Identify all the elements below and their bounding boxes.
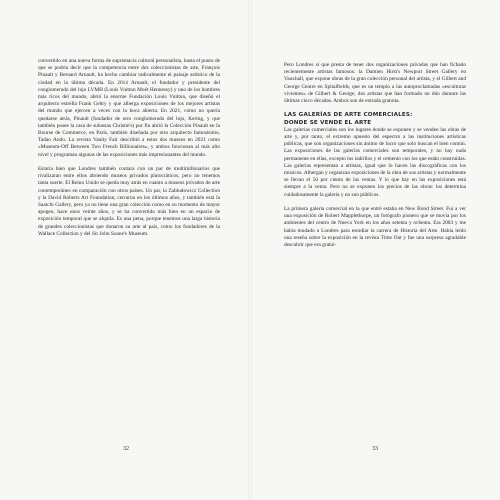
left-page-text — [38, 58, 220, 245]
left-paragraph-1: convertido en una nueva forma de supremacía cultural personalista, hasta el punto de que se podría decir que la competencia entre dos coleccionistas de arte, François Pinault y Bernard Arnault, ha hecho cambiar radicalmente el paisaje artístico de la ciudad en la última década. En 2014 Arnault, el fundador y presidente del conglomerado del lujo LVMH (Louis Vuitton Moët Hennessy) y uno de los hombres más ricos del mundo, abrió la enorme Fundación Louis Vuitton, que diseñó el arquitecto estrella Frank Gehry y que alberga exposiciones de los mejores artistas del mundo que ejercen a veces con la boca abierta. En 2021, como no quería quedarse atrás, Pinault (fundador de otro conglomerado del lujo, Kering, y que también posee la casa de subastas Christie's) por fin abrió la Colección Pinault en la Bourse de Commerce, en París, también diseñada por otro arquitecto famosísimo, Tadao Ando. La revista Vanity Fair describió a estos dos museos en 2021 como «Museum-Off Between Two French Billionaires», y ambos funcionan al más alto nivel y programan algunas de las exposiciones más impresionantes del mundo. — [38, 58, 220, 158]
right-page-text — [284, 62, 466, 256]
right-intro-paragraph: Pero Londres sí que presta de tener dos organizaciones privadas que han fichado recientemente artistas famosos: la Damien Hirst's Newport Street Gallery en Vauxhall, que expone obras de la gran colección personal del artista, y el Gilbert and George Centre en Spitalfields, que es un templo a las autoproclamadas «esculturas vivientes» de Gilbert & George, dos artistas que han formado un dúo durante las últimas cinco décadas. Ambos son de entrada gratuita. — [284, 62, 466, 105]
section-heading-line-1: LAS GALERÍAS DE ARTE COMERCIALES: — [284, 112, 413, 119]
section-heading-line-2: DONDE SE VENDE EL ARTE — [284, 119, 372, 126]
left-paragraph-2: Estaría bien que Londres también contara con un par de multimillonarios que rivalizaran entre ellos abriendo museos privados plutocráticos, pero no tenemos tanta suerte. El Reino Unido se queda muy atrás en cuanto a museos privados de arte contemporáneo en comparación con otros países. Un par, la Zabludowicz Collection y la David Roberts Art Foundation, cerraron en los últimos años, y también está la Saatchi Gallery, pero ya no tiene una gran colección como en su momento de mayor apogeo, hace unos veinte años, y se ha convertido más bien en un espacio de exposición temporal que se alquila. Es una pena, porque tenemos una larga historia de grandes coleccionistas que donaron su arte al país, como los fundadores de la Wallace Collection y del Sir John Soane's Museum. — [38, 166, 220, 237]
left-page-number: 32 — [123, 446, 129, 452]
right-paragraph-1: Las galerías comerciales son los lugares donde se exponen y se venden las obras de arte y, por tanto, el extremo opuesto del espectro a las instituciones artísticas públicas, que son organizaciones sin ánimo de lucro que solo buscan el bien común. Las exposiciones de las galerías comerciales son temporales, y no hay nada permanente en ellas, excepto los ladrillos y el cemento con los que están construidas. Las galerías representan a artistas, igual que lo hacen las discográficas con los músicos. Albergan y organizan exposiciones de la obra de sus artistas y normalmente se llevan el 50 por ciento de las ventas. Y lo que hay en las exposiciones está siempre a la venta. Pero no se exponen los precios de las obras: los determina cuidadosamente la galería y no son públicos. — [284, 126, 466, 198]
right-paragraph-2: La primera galería comercial en la que entré estaba en New Bond Street. Fui a ver una exposición de Robert Mapplethorpe, un fotógrafo pionero que se movía por los ambientes del centro de Nueva York en los años setenta y ochenta. Era 2003 y me había mudado a Londres para estudiar la carrera de Historia del Arte. Había leído una reseña sobre la exposición en la revista Time Out y fue una sorpresa agradable descubrir que era gratui- — [284, 206, 466, 249]
right-page-number: 33 — [372, 446, 378, 452]
right-page — [250, 0, 500, 500]
